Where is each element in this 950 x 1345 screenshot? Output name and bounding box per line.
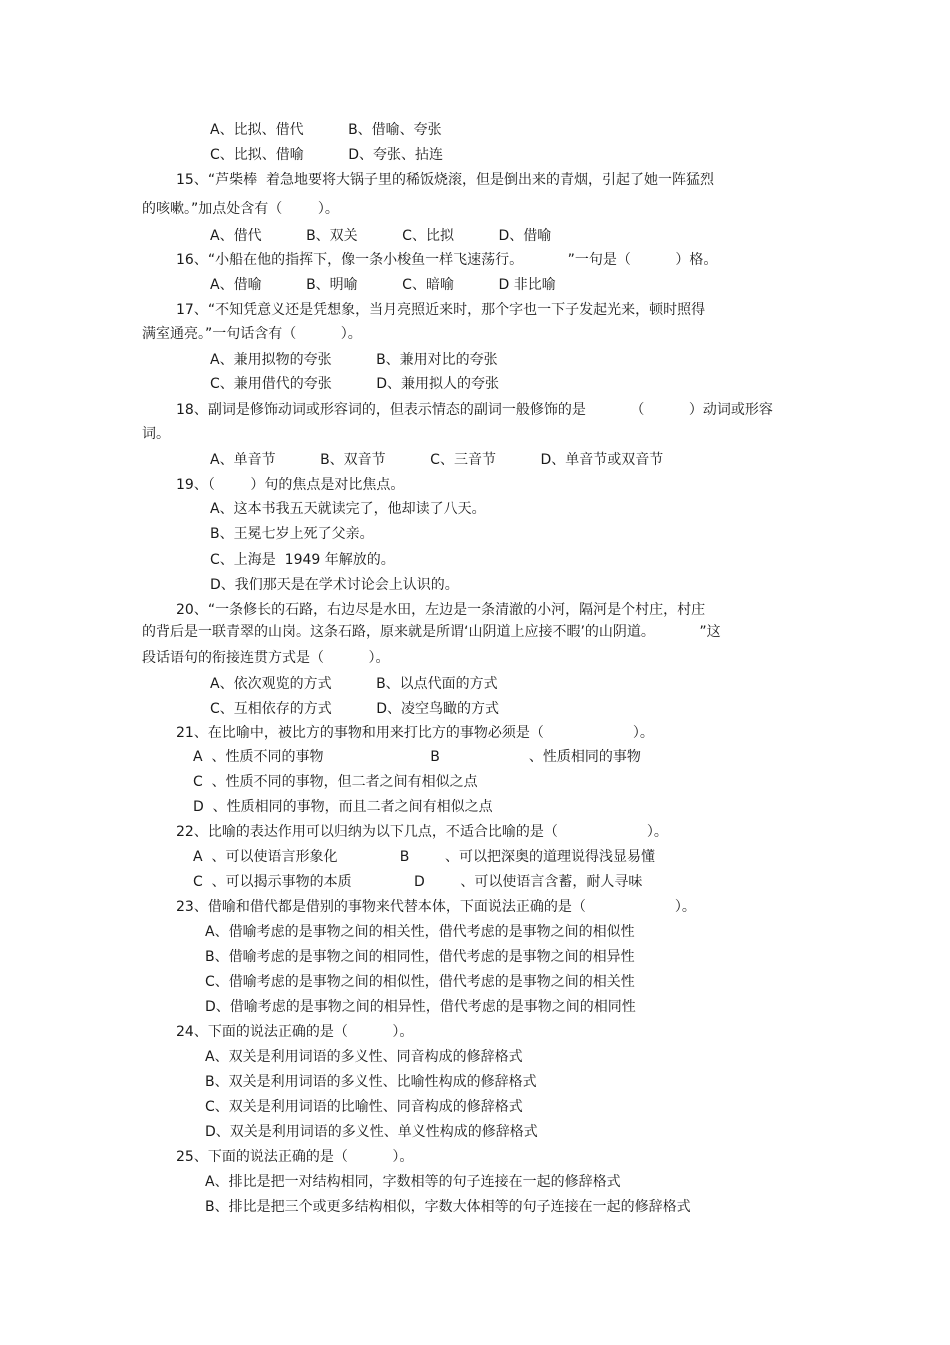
text-line: A、排比是把一对结构相同，字数相等的句子连接在一起的修辞格式	[205, 1174, 621, 1190]
text-line: C、上海是 1949 年解放的。	[210, 552, 395, 568]
text-line: C 、性质不同的事物，但二者之间有相似之点	[193, 774, 478, 790]
text-line: 的背后是一联青翠的山岗。这条石路，原来就是所谓‘山阴道上应接不暇’的山阴道。 ”这	[142, 624, 721, 640]
text-line: A 、性质不同的事物 B 、性质相同的事物	[193, 749, 641, 765]
text-line: 23、借喻和借代都是借别的事物来代替本体，下面说法正确的是（ ）。	[176, 899, 696, 915]
text-line: 22、比喻的表达作用可以归纳为以下几点，不适合比喻的是（ ）。	[176, 824, 668, 840]
text-line: 19、（ ）句的焦点是对比焦点。	[176, 477, 405, 493]
text-line: 25、下面的说法正确的是（ ）。	[176, 1149, 414, 1165]
text-line: C 、可以揭示事物的本质 D 、可以使语言含蓄，耐人寻味	[193, 874, 643, 890]
text-line: D、我们那天是在学术讨论会上认识的。	[210, 577, 459, 593]
text-line: 15、“芦柴棒 着急地要将大锅子里的稀饭烧滚，但是倒出来的青烟，引起了她一阵猛烈	[176, 172, 714, 188]
text-line: A、这本书我五天就读完了，他却读了八天。	[210, 501, 486, 517]
text-line: A、借代 B、双关 C、比拟 D、借喻	[210, 228, 552, 244]
text-line: C、兼用借代的夸张 D、兼用拟人的夸张	[210, 376, 500, 392]
text-line: B、排比是把三个或更多结构相似，字数大体相等的句子连接在一起的修辞格式	[205, 1199, 691, 1215]
text-line: A、双关是利用词语的多义性、同音构成的修辞格式	[205, 1049, 523, 1065]
text-line: A、单音节 B、双音节 C、三音节 D、单音节或双音节	[210, 452, 664, 468]
text-line: 21、在比喻中，被比方的事物和用来打比方的事物必须是（ ）。	[176, 725, 654, 741]
text-line: D、借喻考虑的是事物之间的相异性，借代考虑的是事物之间的相同性	[205, 999, 636, 1015]
text-line: B、双关是利用词语的多义性、比喻性构成的修辞格式	[205, 1074, 537, 1090]
text-line: 词。	[142, 426, 170, 442]
text-line: B、借喻考虑的是事物之间的相同性，借代考虑的是事物之间的相异性	[205, 949, 635, 965]
text-line: 18、副词是修饰动词或形容词的，但表示情态的副词一般修饰的是 （ ）动词或形容	[176, 402, 773, 418]
text-line: A、依次观览的方式 B、以点代面的方式	[210, 676, 498, 692]
text-line: 24、下面的说法正确的是（ ）。	[176, 1024, 414, 1040]
text-line: 的咳嗽。”加点处含有（ ）。	[142, 201, 339, 217]
text-line: C、互相依存的方式 D、凌空鸟瞰的方式	[210, 701, 500, 717]
text-line: C、双关是利用词语的比喻性、同音构成的修辞格式	[205, 1099, 523, 1115]
text-line: 满室通亮。”一句话含有（ ）。	[142, 326, 362, 342]
text-line: C、比拟、借喻 D、夸张、拈连	[210, 147, 444, 163]
text-line: 16、“小船在他的指挥下，像一条小梭鱼一样飞速荡行。 ”一句是（ ）格。	[176, 252, 718, 268]
text-line: A、借喻 B、明喻 C、暗喻 D 非比喻	[210, 277, 556, 293]
text-line: 20、“一条修长的石路，右边尽是水田，左边是一条清澈的小河，隔河是个村庄，村庄	[176, 602, 706, 618]
text-line: D 、性质相同的事物，而且二者之间有相似之点	[193, 799, 493, 815]
text-line: D、双关是利用词语的多义性、单义性构成的修辞格式	[205, 1124, 538, 1140]
text-line: A、借喻考虑的是事物之间的相关性，借代考虑的是事物之间的相似性	[205, 924, 635, 940]
text-line: 段话语句的衔接连贯方式是（ ）。	[142, 650, 390, 666]
text-line: A、兼用拟物的夸张 B、兼用对比的夸张	[210, 352, 498, 368]
text-line: 17、“不知凭意义还是凭想象，当月亮照近来时，那个字也一下子发起光来，顿时照得	[176, 302, 706, 318]
text-line: C、借喻考虑的是事物之间的相似性，借代考虑的是事物之间的相关性	[205, 974, 635, 990]
text-line: B、王冕七岁上死了父亲。	[210, 526, 374, 542]
text-line: A、比拟、借代 B、借喻、夸张	[210, 122, 442, 138]
text-line: A 、可以使语言形象化 B 、可以把深奥的道理说得浅显易懂	[193, 849, 655, 865]
